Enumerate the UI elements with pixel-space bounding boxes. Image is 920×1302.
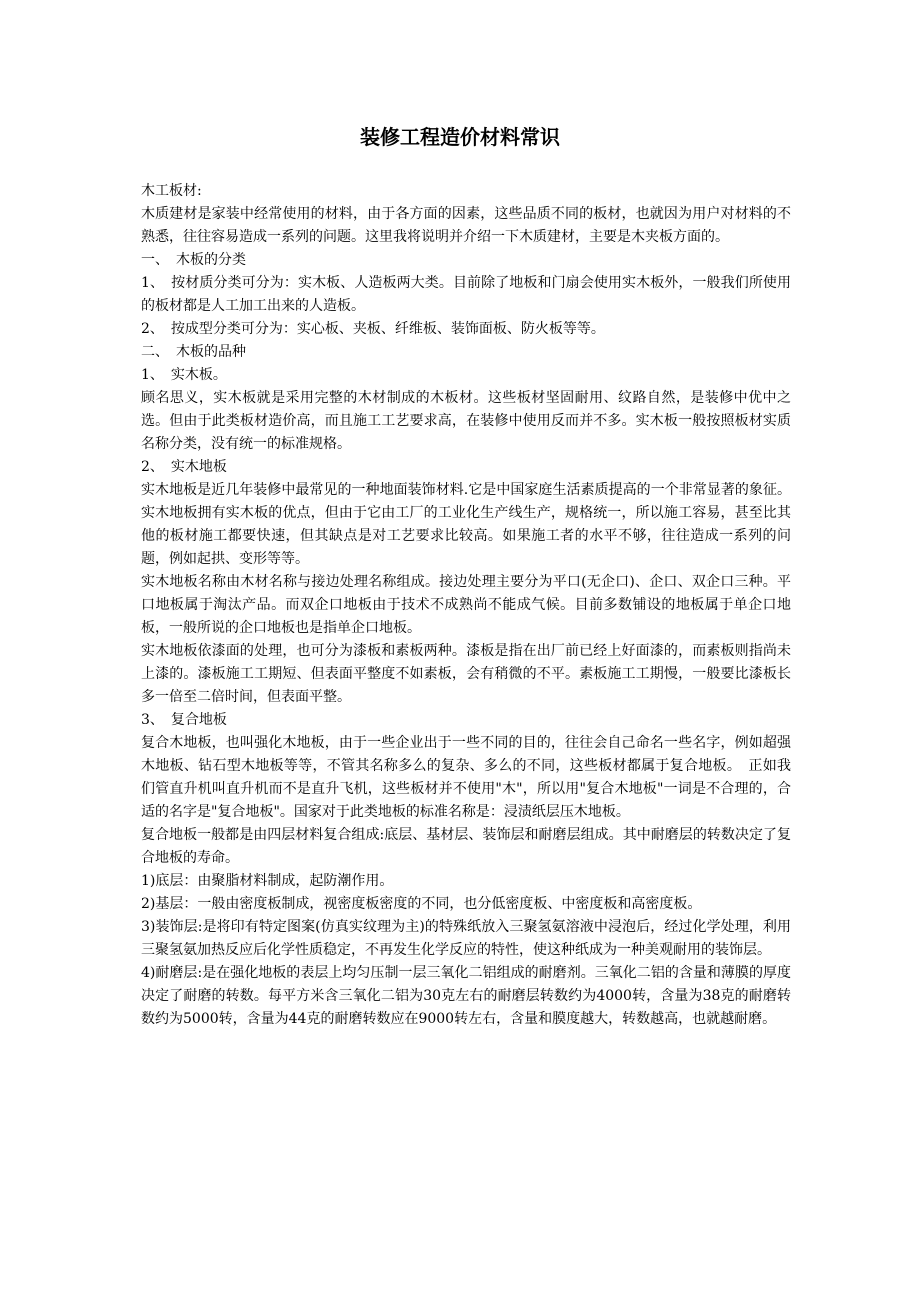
paragraph: 2)基层：一般由密度板制成，视密度板密度的不同，也分低密度板、中密度板和高密度板。	[141, 896, 702, 912]
paragraph: 2、 按成型分类可分为：实心板、夹板、纤维板、装饰面板、防火板等等。	[141, 321, 605, 337]
paragraph: 2、 实木地板	[141, 459, 227, 475]
paragraph: 3、 复合地板	[141, 712, 227, 728]
paragraph: 实木地板是近几年装修中最常见的一种地面装饰材料.它是中国家庭生活素质提高的一个非常显著的象征。实木地板拥有实木板的优点，但由于它由工厂的工业化生产线生产，规格统一，所以施工容易，甚至比其他的板材施工都要快速，但其缺点是对工艺要求比较高。如果施工者的水平不够，往往造成一系列的问题，例如起拱、变形等等。	[141, 482, 791, 567]
paragraph: 木工板材:	[141, 183, 202, 199]
paragraph: 1、 按材质分类可分为：实木板、人造板两大类。目前除了地板和门扇会使用实木板外，一般我们所使用的板材都是人工加工出来的人造板。	[141, 275, 791, 314]
paragraph: 1、 实木板。	[141, 367, 227, 383]
paragraph: 3)装饰层:是将印有特定图案(仿真实纹理为主)的特殊纸放入三聚氢氨溶液中浸泡后，经过化学处理，利用三聚氢氨加热反应后化学性质稳定，不再发生化学反应的特性，使这种纸成为一种美观耐用的装饰层。	[141, 919, 791, 958]
paragraph: 1)底层：由聚脂材料制成，起防潮作用。	[141, 873, 394, 889]
paragraph: 复合木地板，也叫强化木地板，由于一些企业出于一些不同的目的，往往会自己命名一些名字，例如超强木地板、钻石型木地板等等，不管其名称多么的复杂、多么的不同，这些板材都属于复合地板。 正如我们管直升机叫直升机而不是直升飞机，这些板材并不使用"木"，所以用"复合木地板"一词是不合理的，合适的名字是"复合地板"。国家对于此类地板的标准名称是：浸渍纸层压木地板。	[141, 735, 791, 820]
paragraph: 木质建材是家装中经常使用的材料，由于各方面的因素，这些品质不同的板材，也就因为用户对材料的不熟悉，往往容易造成一系列的问题。这里我将说明并介绍一下木质建材，主要是木夹板方面的。	[141, 206, 791, 245]
paragraph: 实木地板依漆面的处理，也可分为漆板和素板两种。漆板是指在出厂前已经上好面漆的，而素板则指尚未上漆的。漆板施工工期短、但表面平整度不如素板，会有稍微的不平。素板施工工期慢，一般要比漆板长多一倍至二倍时间，但表面平整。	[141, 643, 791, 705]
page-title: 装修工程造价材料常识	[360, 125, 560, 149]
paragraph: 顾名思义，实木板就是采用完整的木材制成的木板材。这些板材坚固耐用、纹路自然，是装修中优中之选。但由于此类板材造价高，而且施工工艺要求高，在装修中使用反而并不多。实木板一般按照板材实质名称分类，没有统一的标准规格。	[141, 390, 791, 452]
paragraph: 4)耐磨层:是在强化地板的表层上均匀压制一层三氧化二铝组成的耐磨剂。三氧化二铝的含量和薄膜的厚度决定了耐磨的转数。每平方米含三氧化二铝为30克左右的耐磨层转数约为4000转，含量为38克的耐磨转数约为5000转，含量为44克的耐磨转数应在9000转左右，含量和膜度越大，转数越高，也就越耐磨。	[141, 965, 791, 1027]
paragraph: 一、 木板的分类	[141, 252, 246, 268]
paragraph: 复合地板一般都是由四层材料复合组成:底层、基材层、装饰层和耐磨层组成。其中耐磨层的转数决定了复合地板的寿命。	[141, 827, 791, 866]
paragraph: 实木地板名称由木材名称与接边处理名称组成。接边处理主要分为平口(无企口)、企口、双企口三种。平口地板属于淘汰产品。而双企口地板由于技术不成熟尚不能成气候。目前多数铺设的地板属于单企口地板，一般所说的企口地板也是指单企口地板。	[141, 574, 791, 636]
paragraph: 二、 木板的品种	[141, 344, 246, 360]
document-body	[141, 180, 791, 1031]
